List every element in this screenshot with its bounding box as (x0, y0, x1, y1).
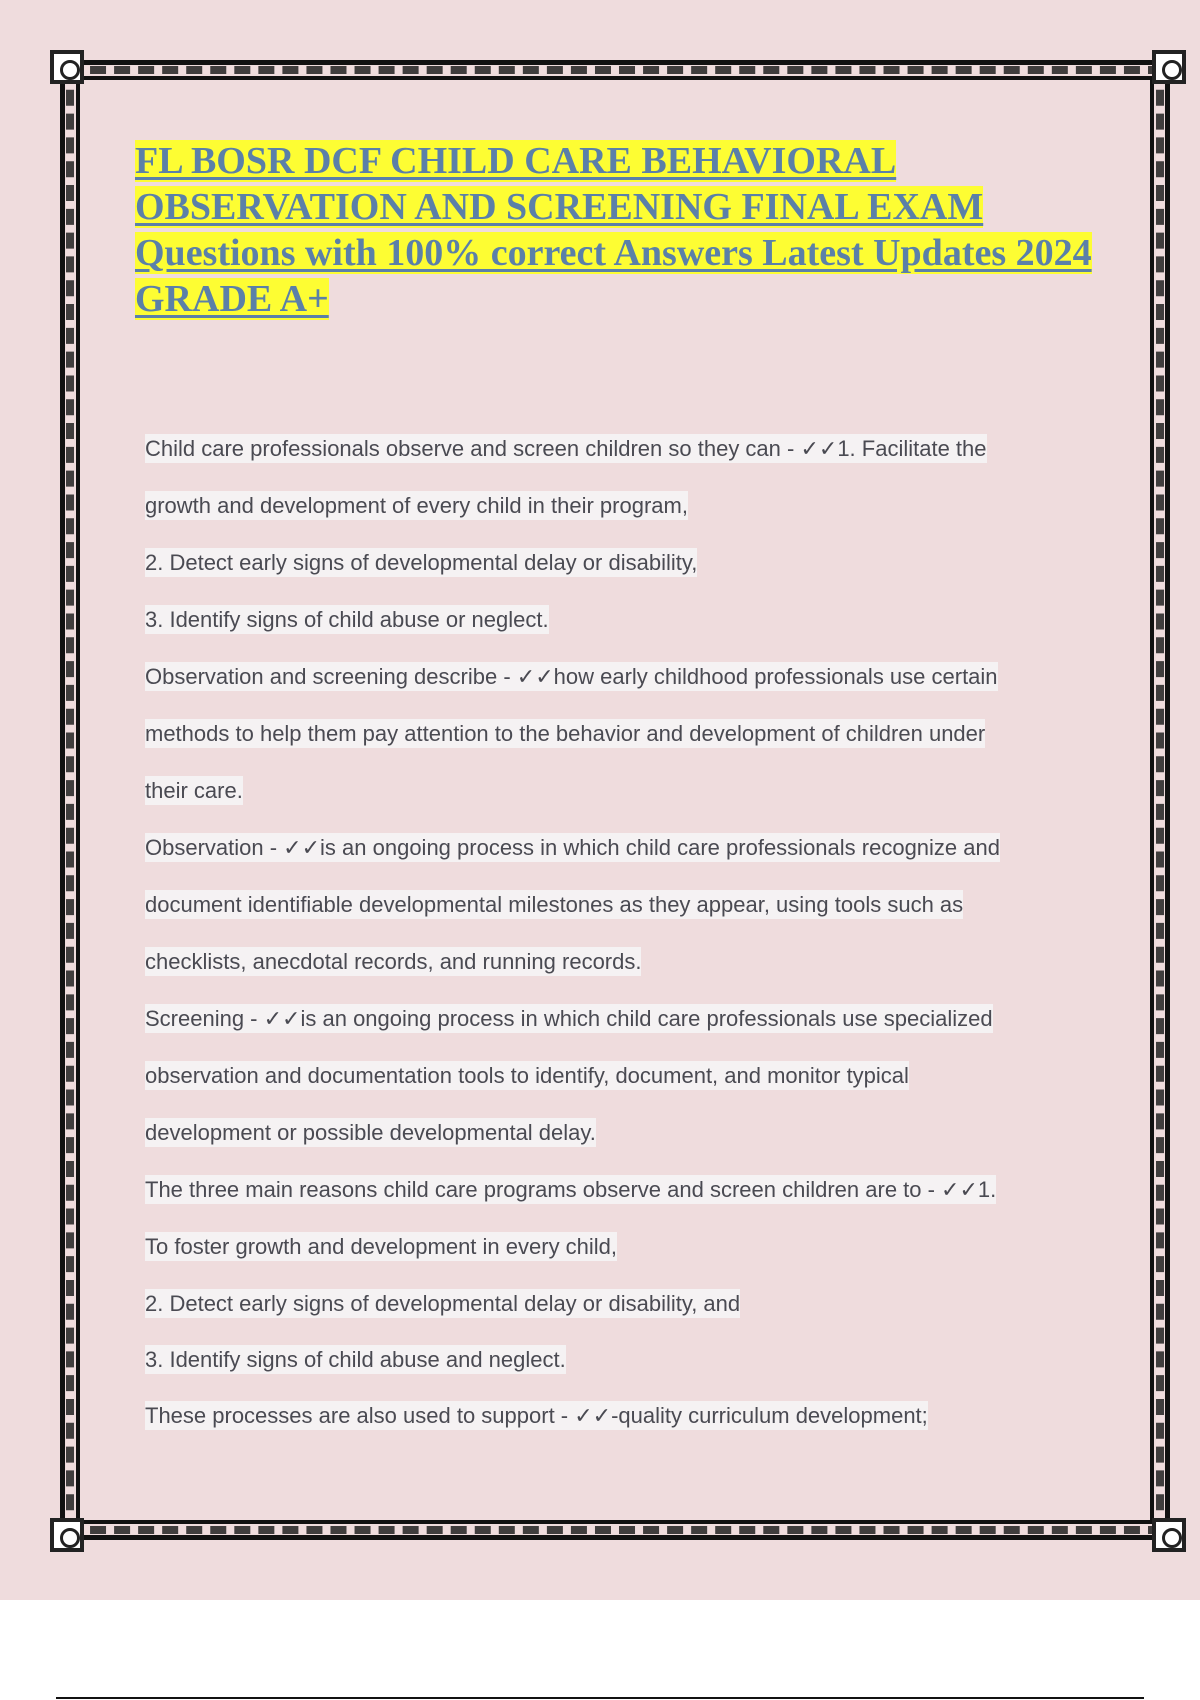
text-line (145, 1006, 1095, 1063)
corner-ornament-icon (50, 1518, 84, 1552)
text-line (145, 664, 1095, 721)
document-title (135, 138, 1095, 322)
text-line (145, 1120, 1095, 1177)
corner-ornament-icon (1152, 50, 1186, 84)
text-line (145, 835, 1095, 892)
text-line (145, 721, 1095, 778)
text-line-content: Observation and screening describe - ✓✓how early childhood professionals use certain (145, 664, 998, 689)
text-line (145, 778, 1095, 835)
text-line-content: 3. Identify signs of child abuse and neglect. (145, 1347, 566, 1372)
text-line-content: 2. Detect early signs of developmental delay or disability, and (145, 1291, 741, 1316)
text-line-content: 3. Identify signs of child abuse or neglect. (145, 607, 549, 632)
text-line-content: Child care professionals observe and screen children so they can - ✓✓1. Facilitate the (145, 436, 987, 461)
text-line (145, 1347, 1095, 1403)
text-line (145, 607, 1095, 664)
corner-ornament-icon (1152, 1518, 1186, 1552)
text-line-content: development or possible developmental delay. (145, 1120, 596, 1145)
text-line-content: document identifiable developmental milestones as they appear, using tools such as (145, 892, 964, 917)
text-line-content: To foster growth and development in every child, (145, 1234, 618, 1259)
text-line (145, 1403, 1095, 1459)
text-line (145, 493, 1095, 550)
text-line-content: Screening - ✓✓is an ongoing process in which child care professionals use specialized (145, 1006, 993, 1031)
text-line-content: The three main reasons child care programs observe and screen children are to - ✓✓1. (145, 1177, 997, 1202)
text-line (145, 1291, 1095, 1347)
text-line (145, 436, 1095, 493)
text-line (145, 1234, 1095, 1291)
text-line-content: their care. (145, 778, 243, 803)
document-title-text: FL BOSR DCF CHILD CARE BEHAVIORAL OBSERVATION AND SCREENING FINAL EXAM Questions with 100% correct Answers Latest Updates 2024 GRADE A+ (135, 140, 1092, 320)
text-line-content: observation and documentation tools to identify, document, and monitor typical (145, 1063, 909, 1088)
text-line (145, 550, 1095, 607)
text-line-content: methods to help them pay attention to the behavior and development of children under (145, 721, 986, 746)
text-line-content: growth and development of every child in their program, (145, 493, 688, 518)
text-line-content: Observation - ✓✓is an ongoing process in which child care professionals recognize and (145, 835, 1000, 860)
document-body (145, 436, 1095, 1459)
corner-ornament-icon (50, 50, 84, 84)
text-line (145, 1063, 1095, 1120)
text-line-content: 2. Detect early signs of developmental delay or disability, (145, 550, 698, 575)
text-line-content: These processes are also used to support - ✓✓-quality curriculum development; (145, 1403, 928, 1428)
footer-divider (56, 1697, 1144, 1699)
text-line (145, 949, 1095, 1006)
text-line (145, 1177, 1095, 1234)
text-line-content: checklists, anecdotal records, and running records. (145, 949, 642, 974)
text-line (145, 892, 1095, 949)
